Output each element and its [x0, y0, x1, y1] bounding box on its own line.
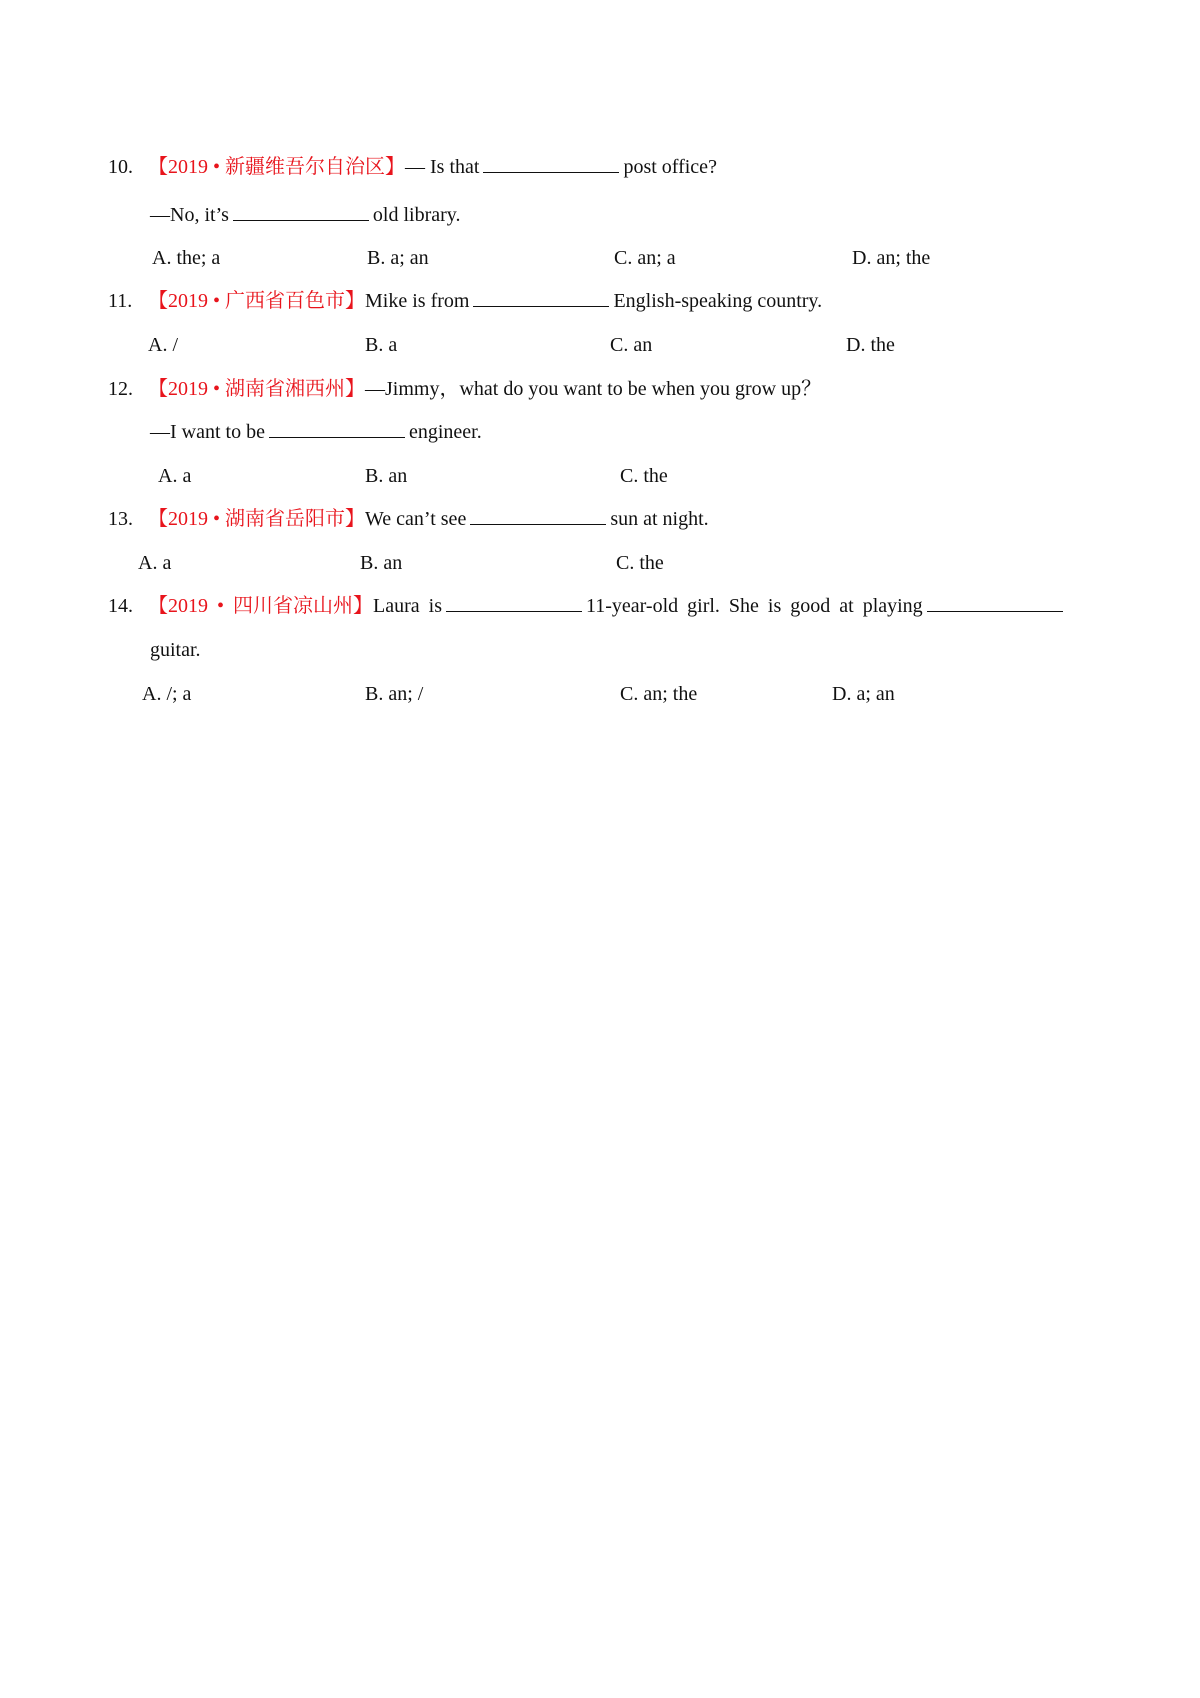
- question-stem: [148, 376, 821, 402]
- answer-blank: [483, 154, 619, 173]
- option-a: A. /: [148, 334, 178, 356]
- question-12-continuation: [150, 419, 482, 445]
- stem-text: old library.: [372, 204, 461, 226]
- option-d: D. an; the: [852, 247, 931, 269]
- stem-text: guitar.: [150, 639, 201, 661]
- answer-blank: [473, 288, 609, 307]
- option-a: A. the; a: [152, 247, 221, 269]
- question-number: 12.: [108, 378, 133, 400]
- question-number: 11.: [108, 290, 133, 312]
- question-stem: [148, 288, 822, 314]
- question-10-continuation: [150, 202, 460, 228]
- question-number: 14.: [108, 595, 133, 617]
- source-tag: 【2019 • 新疆维吾尔自治区】: [148, 156, 406, 178]
- stem-text: 11-year-old girl. She is good at playing: [586, 595, 923, 617]
- stem-text: —Jimmy，what do you want to be when you grow up？: [365, 378, 822, 400]
- option-a: A. /; a: [142, 683, 192, 705]
- source-tag: 【2019 • 湖南省湘西州】: [148, 378, 366, 400]
- answer-blank: [470, 506, 606, 525]
- option-d: D. the: [846, 334, 895, 356]
- stem-text: post office?: [623, 156, 717, 178]
- source-tag: 【2019 • 广西省百色市】: [148, 290, 366, 312]
- option-b: B. a; an: [367, 247, 429, 269]
- option-a: A. a: [138, 552, 172, 574]
- stem-text: —I want to be: [150, 421, 265, 443]
- answer-blank: [269, 419, 405, 438]
- option-c: C. an; a: [614, 247, 676, 269]
- stem-text: Laura is: [373, 595, 442, 617]
- stem-text: — Is that: [405, 156, 480, 178]
- stem-text: engineer.: [408, 421, 482, 443]
- stem-text: We can’t see: [365, 508, 467, 530]
- source-tag: 【2019 • 湖南省岳阳市】: [148, 508, 366, 530]
- answer-blank: [446, 593, 582, 612]
- option-b: B. an; /: [365, 683, 424, 705]
- option-a: A. a: [158, 465, 192, 487]
- stem-text: Mike is from: [365, 290, 470, 312]
- option-c: C. the: [616, 552, 664, 574]
- option-c: C. the: [620, 465, 668, 487]
- question-stem: [148, 506, 709, 532]
- source-tag: 【2019 • 四川省凉山州】: [148, 595, 374, 617]
- answer-blank: [927, 593, 1063, 612]
- answer-blank: [233, 202, 369, 221]
- question-stem: [148, 154, 717, 180]
- question-number: 10.: [108, 156, 133, 178]
- option-b: B. an: [365, 465, 408, 487]
- question-stem: [148, 593, 1067, 619]
- option-c: C. an; the: [620, 683, 698, 705]
- option-b: B. an: [360, 552, 403, 574]
- question-14-continuation: [150, 637, 201, 663]
- option-c: C. an: [610, 334, 653, 356]
- option-b: B. a: [365, 334, 398, 356]
- stem-text: English-speaking country.: [613, 290, 823, 312]
- question-number: 13.: [108, 508, 133, 530]
- stem-text: sun at night.: [610, 508, 709, 530]
- stem-text: —No, it’s: [150, 204, 229, 226]
- option-d: D. a; an: [832, 683, 895, 705]
